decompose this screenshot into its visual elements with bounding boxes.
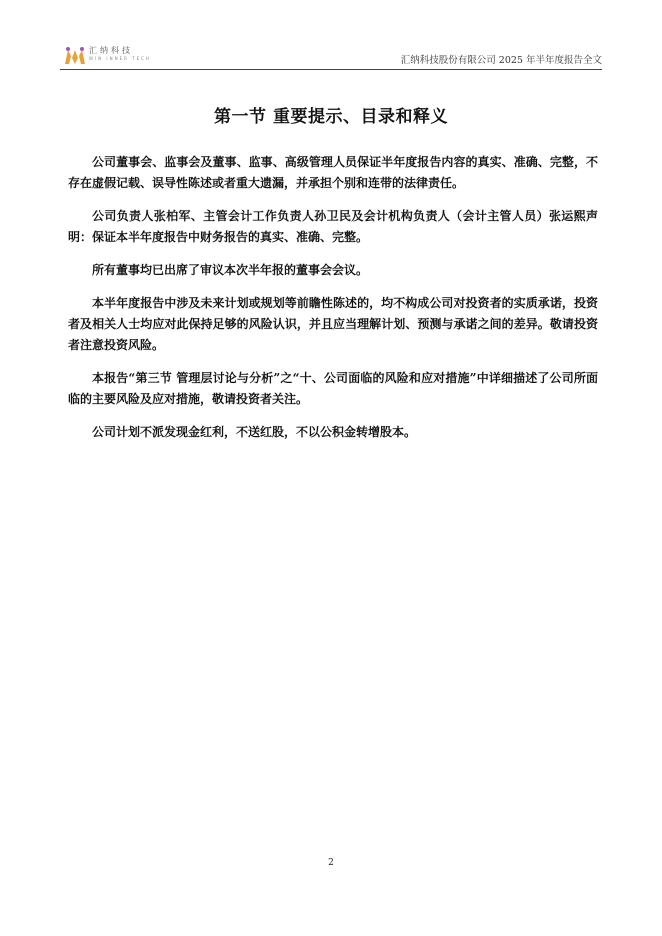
company-logo xyxy=(64,46,151,66)
logo-text xyxy=(89,46,151,62)
paragraph-responsible-persons: 公司负责人张柏军、主管会计工作负责人孙卫民及会计机构负责人（会计主管人员）张运熙声明：保证本半年度报告中财务报告的真实、准确、完整。 xyxy=(68,209,598,244)
header-divider xyxy=(60,69,602,70)
page-number: 2 xyxy=(328,858,334,868)
section-title: 第一节 重要提示、目录和释义 xyxy=(214,107,448,127)
paragraph-risk-reference: 本报告“第三节 管理层讨论与分析”之“十、公司面临的风险和应对措施”中详细描述了公司所面临的主要风险及应对措施，敬请投资者关注。 xyxy=(68,371,598,406)
notice-body xyxy=(68,152,598,455)
logo-chinese-name: 汇纳科技 xyxy=(89,46,133,55)
header-title: 汇纳科技股份有限公司 2025 年半年度报告全文 xyxy=(400,55,602,66)
logo-english-name: WIN INNER TECH xyxy=(89,56,151,61)
logo-mark-icon xyxy=(64,46,86,66)
paragraph-board-attendance: 所有董事均已出席了审议本次半年报的董事会会议。 xyxy=(92,263,369,277)
paragraph-forward-looking: 本半年度报告中涉及未来计划或规划等前瞻性陈述的，均不构成公司对投资者的实质承诺，投资者及相关人士均应对此保持足够的风险认识，并且应当理解计划、预测与承诺之间的差异。敬请投资者注意投资风险。 xyxy=(68,296,598,352)
paragraph-dividend-plan: 公司计划不派发现金红利，不送红股，不以公积金转增股本。 xyxy=(92,425,417,439)
paragraph-board-guarantee: 公司董事会、监事会及董事、监事、高级管理人员保证半年度报告内容的真实、准确、完整，不存在虚假记载、误导性陈述或者重大遗漏，并承担个别和连带的法律责任。 xyxy=(68,155,598,190)
page-header xyxy=(60,44,602,70)
